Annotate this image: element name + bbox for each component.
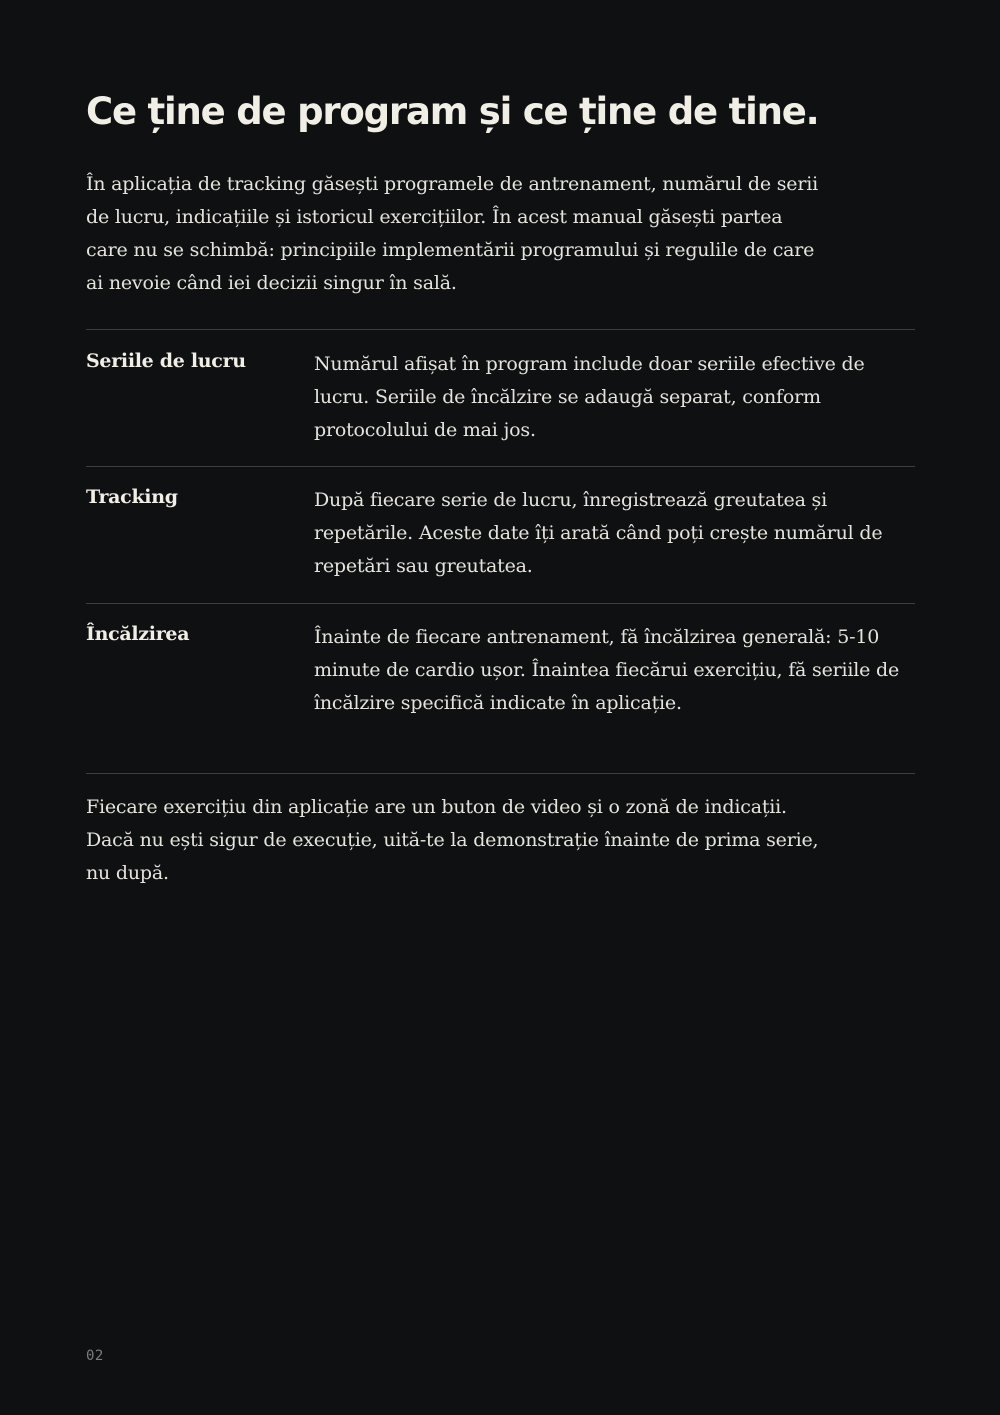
divider: [86, 466, 915, 467]
closing-paragraph: Fiecare exercițiu din aplicație are un buton de video și o zonă de indicații. Dacă nu ești sigur de execuție, uită-te la demonstrație înainte de prima serie, nu după.: [86, 796, 819, 884]
divider: [86, 773, 915, 774]
intro-paragraph: În aplicația de tracking găsești programele de antrenament, numărul de serii de lucru, indicațiile și istoricul exercițiilor. În acest manual găsești partea care nu se schimbă: principiile implementării programului și regulile de care ai nevoie când iei decizii singur în sală.: [86, 173, 818, 294]
divider: [86, 603, 915, 604]
row-term: Încălzirea: [86, 623, 190, 645]
row-description: După fiecare serie de lucru, înregistrează greutatea și repetările. Aceste date îți arată când poți crește numărul de repetări sau greutatea.: [314, 489, 883, 577]
row-description: Numărul afișat în program include doar seriile efective de lucru. Seriile de încălzire se adaugă separat, conform protocolului de mai jos.: [314, 353, 865, 441]
row-term: Seriile de lucru: [86, 350, 246, 372]
divider: [86, 329, 915, 330]
row-description: Înainte de fiecare antrenament, fă încălzirea generală: 5-10 minute de cardio ușor. Înaintea fiecărui exercițiu, fă seriile de încălzire specifică indicate în aplicație.: [314, 626, 900, 714]
row-term: Tracking: [86, 486, 178, 508]
page-title: Ce ține de program și ce ține de tine.: [86, 90, 819, 133]
page-number: 02: [86, 1348, 104, 1364]
